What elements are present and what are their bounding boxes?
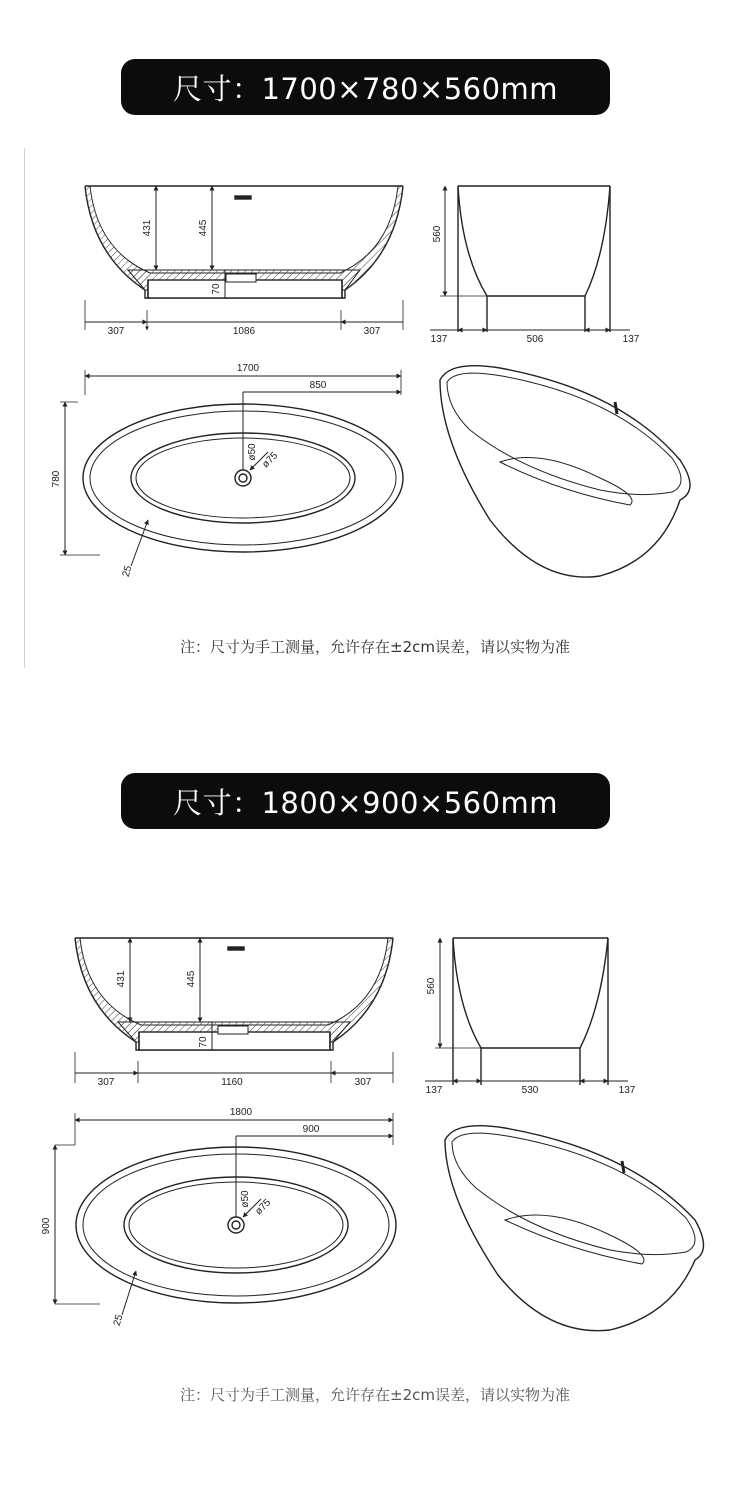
dim-side-right: 137: [622, 334, 640, 345]
dim-445: 445: [198, 219, 209, 237]
technical-drawing: [0, 915, 750, 1335]
dim-445: 445: [186, 970, 197, 988]
side-elevation-view: [430, 186, 630, 332]
dim-length: 1800: [229, 1107, 253, 1118]
top-dimension-labels: [41, 1107, 320, 1327]
dim-rim: 25: [111, 1313, 126, 1328]
top-plan-view: [55, 1113, 396, 1315]
dim-left: 307: [97, 1077, 115, 1088]
front-elevation-view: [75, 938, 393, 1083]
dim-right: 307: [363, 326, 381, 337]
dim-width: 900: [41, 1217, 52, 1235]
dim-70: 70: [211, 283, 222, 295]
dim-side-mid: 530: [521, 1085, 539, 1096]
perspective-view: [440, 366, 690, 577]
dim-left: 307: [107, 326, 125, 337]
size-title-banner: 尺寸：1700×780×560mm: [121, 59, 610, 115]
dim-mid: 1086: [232, 326, 256, 337]
side-elevation-view: [425, 938, 628, 1085]
side-dimension-labels: [431, 225, 640, 345]
dim-side-left: 137: [425, 1085, 443, 1096]
dim-half: 900: [302, 1124, 320, 1135]
dim-height: 560: [426, 977, 437, 995]
top-plan-view: [60, 370, 403, 566]
spec-section-1800: [0, 715, 750, 1501]
dim-overflow: ø75: [253, 1197, 274, 1218]
top-dimension-labels: [51, 363, 327, 578]
dim-mid: 1160: [221, 1077, 243, 1088]
dim-side-left: 137: [430, 334, 448, 345]
dim-height: 560: [432, 225, 443, 243]
dim-drain: ø50: [247, 443, 258, 461]
dim-rim: 25: [120, 564, 135, 579]
dim-width: 780: [51, 470, 62, 488]
dim-431: 431: [116, 970, 127, 988]
dim-431: 431: [142, 219, 153, 237]
dim-70: 70: [198, 1036, 209, 1048]
dim-length: 1700: [236, 363, 260, 374]
measurement-note: 注：尺寸为手工测量，允许存在±2cm误差，请以实物为准: [180, 1386, 570, 1404]
spec-section-1700: [0, 0, 750, 700]
measurement-note: 注：尺寸为手工测量，允许存在±2cm误差，请以实物为准: [180, 638, 570, 656]
dim-half: 850: [309, 380, 327, 391]
front-elevation-view: [85, 186, 403, 330]
dim-side-right: 137: [618, 1085, 636, 1096]
dim-right: 307: [354, 1077, 372, 1088]
size-title-banner: 尺寸：1800×900×560mm: [121, 773, 610, 829]
perspective-view: [445, 1126, 704, 1331]
dim-drain: ø50: [240, 1190, 251, 1208]
dim-side-mid: 506: [526, 334, 544, 345]
technical-drawing: [0, 150, 750, 630]
dim-overflow: ø75: [260, 450, 281, 471]
side-dimension-labels: [426, 977, 636, 1096]
